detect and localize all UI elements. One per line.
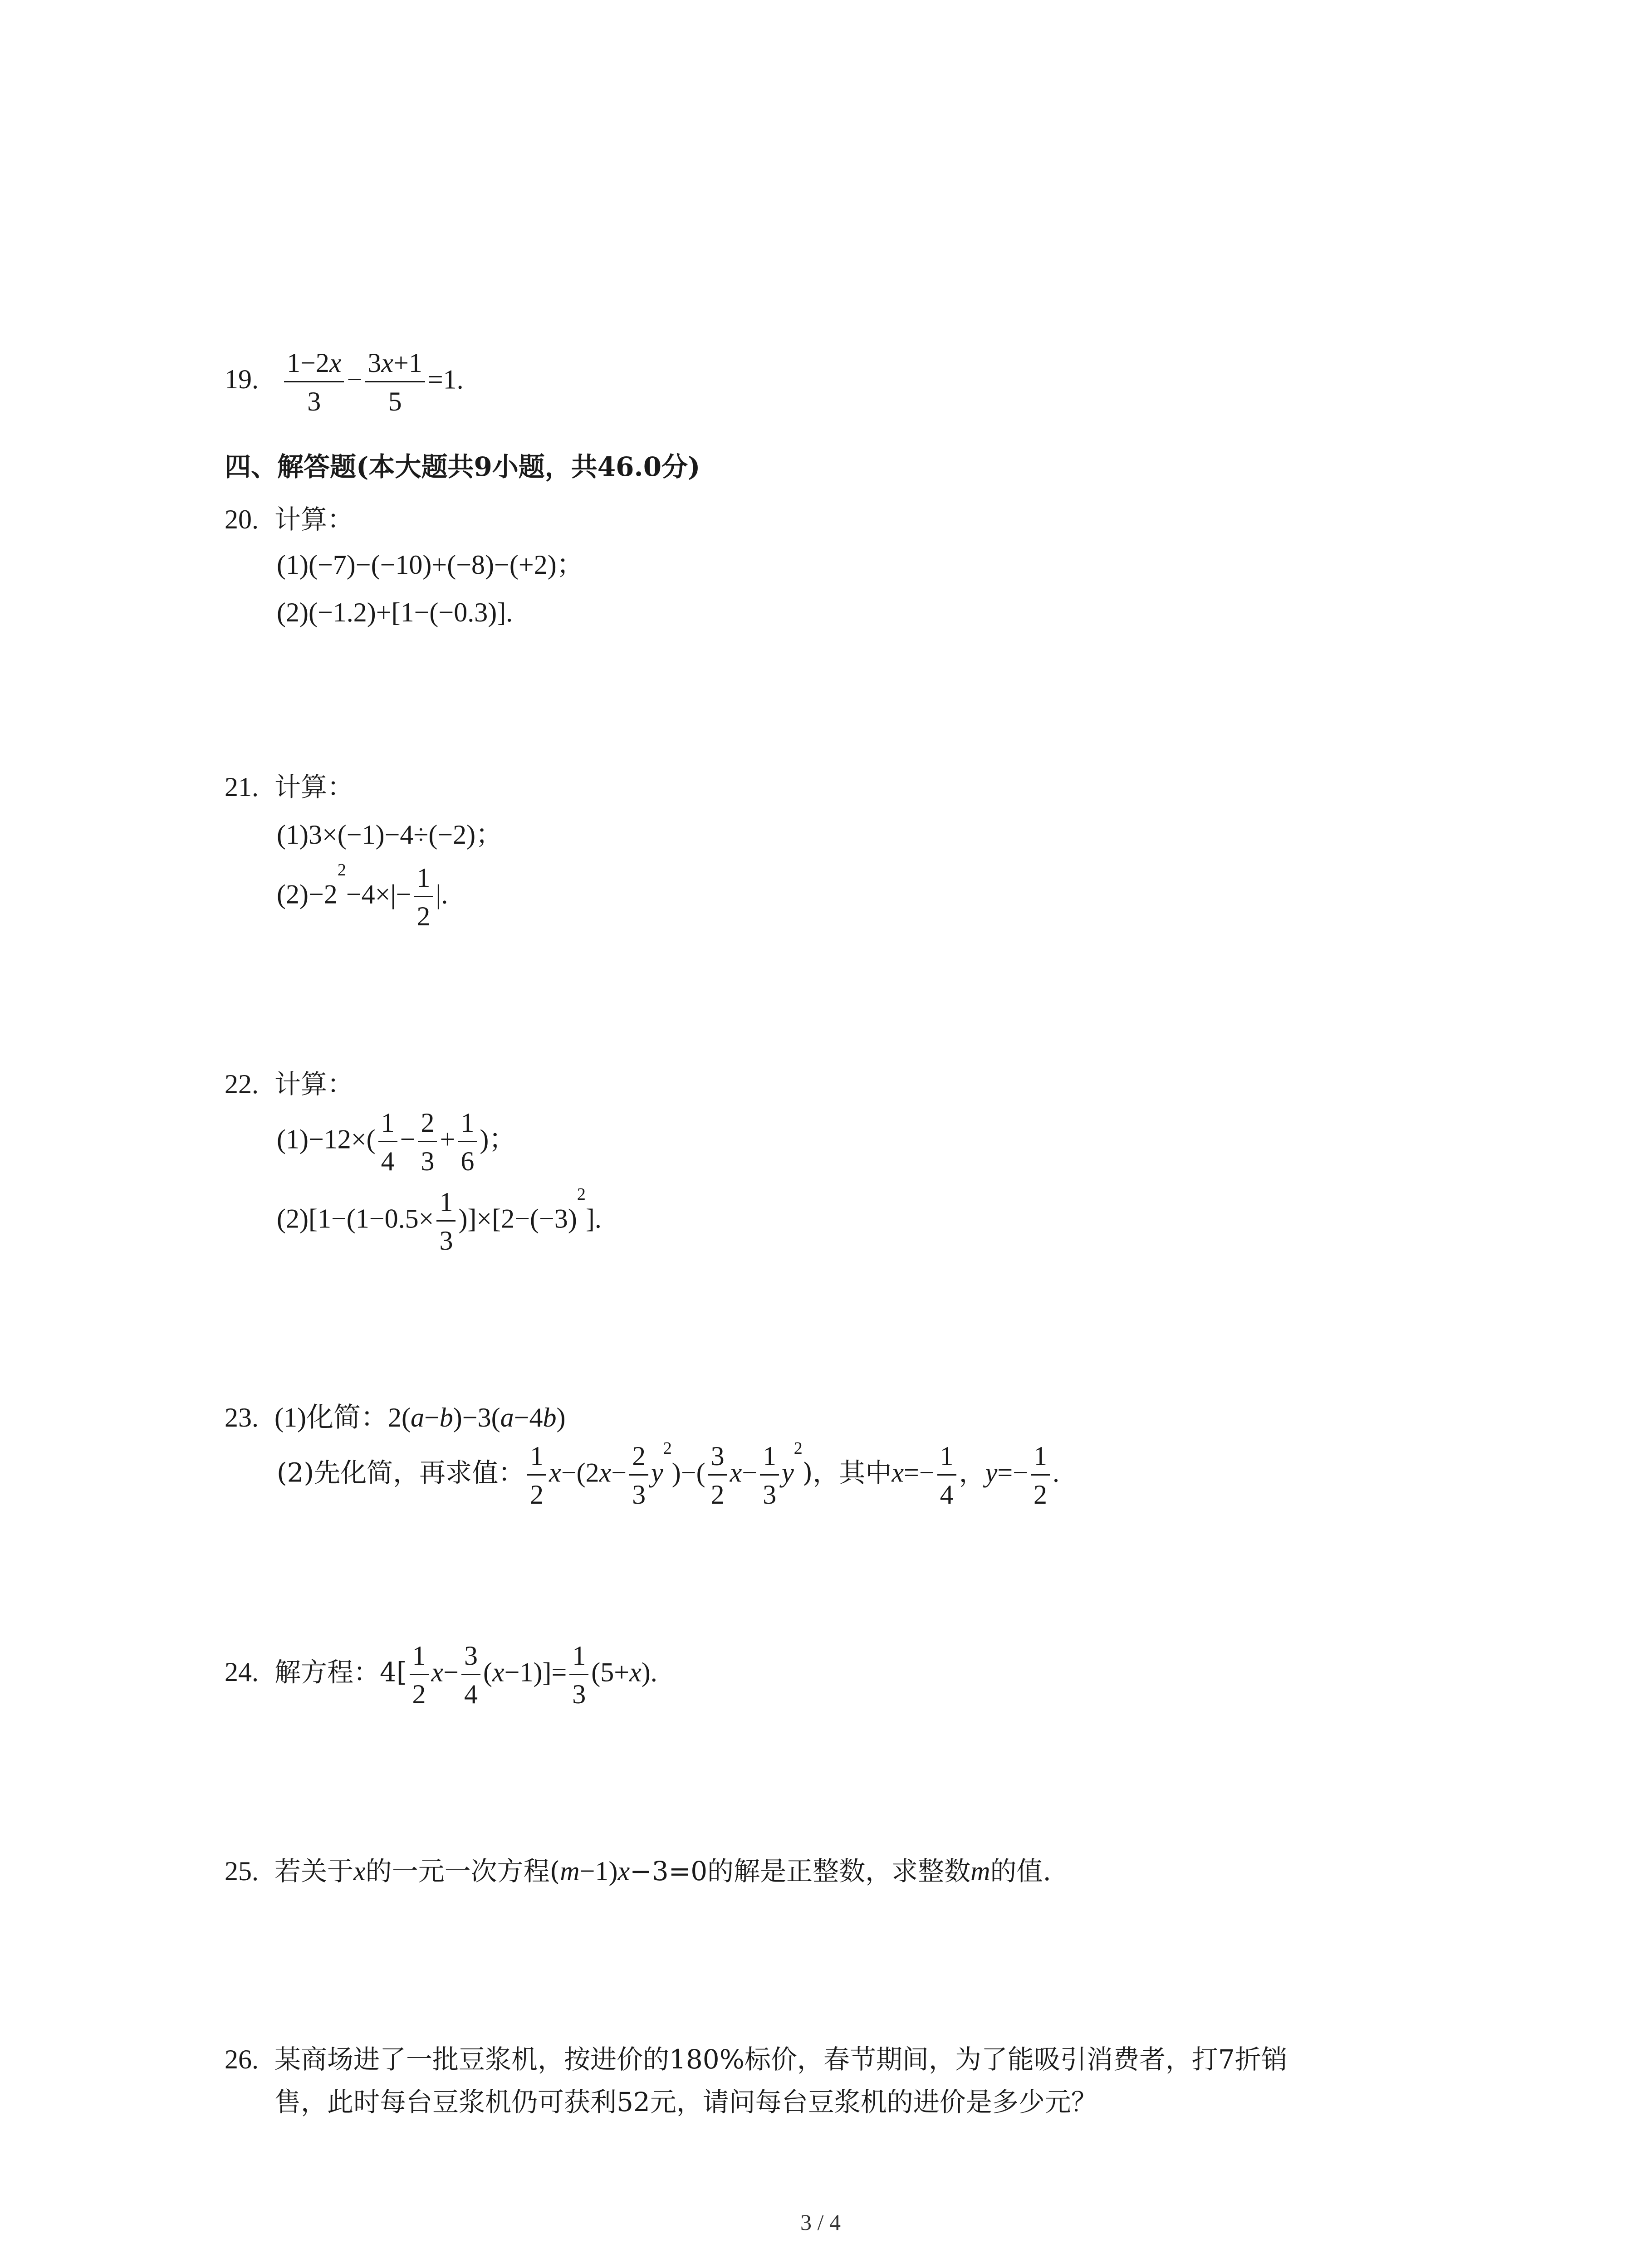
fraction: $\frac{3}{4}$ — [461, 1642, 480, 1708]
question-23: 23. (1)化简：2(a−b)−3(a−4b) — [225, 1403, 566, 1432]
question-20-part-2: (2)(−1.2)+[1−(−0.3)]. — [277, 597, 513, 627]
question-label: 计算： — [274, 772, 354, 802]
fraction: $\frac{1}{4}$ — [378, 1109, 397, 1175]
question-label: 计算： — [274, 504, 354, 535]
question-22-part-1: (1)−12×( $\frac{1}{4}$ − $\frac{2}{3}$ + $\frac{1}{6}$ )； — [277, 1108, 516, 1176]
question-21-part-2: $(2)-2^2-4\times|-$ $\frac{1}{2}$ |. — [277, 860, 448, 931]
fraction: $\frac{1}{2}$ — [1031, 1442, 1050, 1508]
fraction: $\frac{2}{3}$ — [418, 1109, 437, 1175]
section-heading: 四、解答题(本大题共9小题，共46.0分) — [225, 451, 700, 482]
question-number: 22. — [225, 1069, 259, 1099]
question-26: 26. 某商场进了一批豆浆机，按进价的180%标价，春节期间，为了能吸引消费者，打7折销 — [225, 2044, 1288, 2075]
question-number: 21. — [225, 772, 259, 802]
question-19: 19. $\frac{1-2x}{3}$ − $\frac{3x+1}{5}$ =1. — [225, 348, 464, 416]
question-number: 25. — [225, 1856, 259, 1886]
question-label: 计算： — [274, 1069, 354, 1100]
question-number: 19. — [225, 364, 259, 395]
question-21-part-1: (1)3×(−1)−4÷(−2)； — [277, 820, 503, 850]
question-26-line-2: 售，此时每台豆浆机仍可获利52元，请问每台豆浆机的进价是多少元？ — [274, 2087, 1097, 2117]
question-22-part-2: (2)[1−(1−0.5× $\frac{1}{3}$ )]$\times[2-(-3)^2]$. — [277, 1185, 602, 1256]
fraction: $\frac{3}{2}$ — [708, 1442, 727, 1508]
fraction: $\frac{1}{2}$ — [527, 1442, 546, 1508]
fraction: $\frac{1}{6}$ — [458, 1109, 477, 1175]
question-20 — [225, 506, 353, 533]
page-number: 3 / 4 — [800, 2209, 841, 2235]
fraction: $\frac{1}{2}$ — [410, 1642, 429, 1708]
fraction: $\frac{1}{2}$ — [414, 864, 433, 930]
question-25: 25. 若关于x的一元一次方程(m−1)x−3=0的解是正整数，求整数m的值. — [225, 1856, 1051, 1887]
question-20-part-1: (1)(−7)−(−10)+(−8)−(+2)； — [277, 550, 584, 580]
question-number: 20. — [225, 504, 259, 534]
question-number: 23. — [225, 1403, 259, 1432]
fraction: $\frac{1}{3}$ — [436, 1188, 456, 1254]
question-23-part-2: (2)先化简，再求值： $\frac{1}{2}$ x−(2x− $\frac{2}{3}$ $y^2)-$( $\frac{3}{2}$ x− $\frac{1}{3}$ $y^2$)，其中x=− $\frac{1}{4}$ ，y=− $\frac{1}{2}$ . — [277, 1439, 1060, 1510]
question-24: 24. 解方程：4[ $\frac{1}{2}$ x− $\frac{3}{4}$ (x−1)]= $\frac{1}{3}$ (5+x). — [225, 1641, 657, 1709]
question-number: 26. — [225, 2044, 259, 2074]
question-number: 24. — [225, 1657, 259, 1687]
fraction: $\frac{2}{3}$ — [629, 1442, 648, 1508]
fraction: $\frac{1-2x}{3}$ — [284, 349, 344, 415]
question-21 — [225, 773, 353, 801]
fraction: $\frac{1}{3}$ — [760, 1442, 779, 1508]
question-22 — [225, 1070, 353, 1098]
fraction: $\frac{1}{3}$ — [569, 1642, 588, 1708]
fraction: $\frac{1}{4}$ — [937, 1442, 956, 1508]
fraction: $\frac{3x+1}{5}$ — [365, 349, 425, 415]
